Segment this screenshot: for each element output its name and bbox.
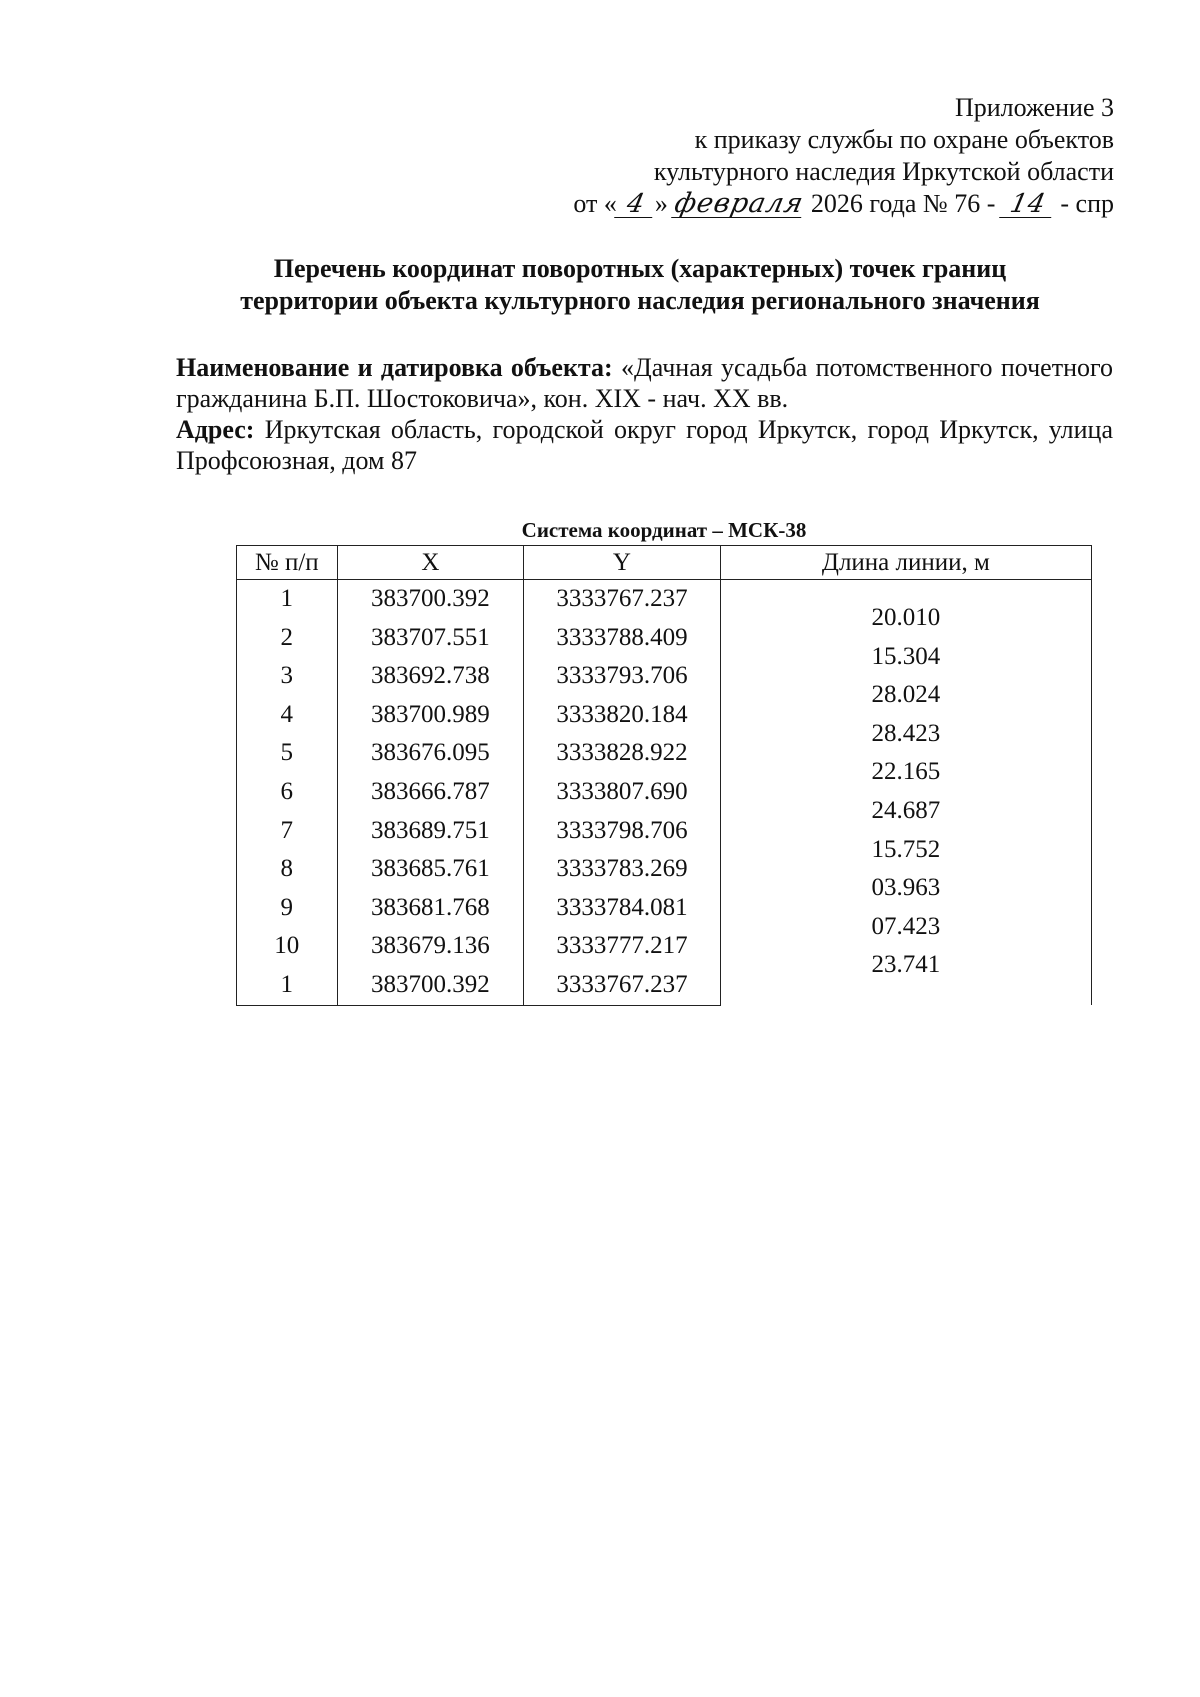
appendix-order-ref: к приказу службы по охране объектов: [694, 125, 1114, 154]
object-name-label: Наименование и датировка объекта:: [176, 353, 613, 382]
cell-y: 3333784.081: [524, 889, 721, 928]
cell-y: 3333807.690: [524, 773, 721, 812]
cell-x: 383679.136: [337, 927, 524, 966]
line-length-value: 23.741: [871, 951, 941, 979]
cell-y: 3333788.409: [524, 619, 721, 658]
cell-y: 3333783.269: [524, 850, 721, 889]
title-line-2: территории объекта культурного наследия регионального значения: [240, 286, 1040, 315]
date-year-order: 2026 года № 76 -: [810, 189, 996, 218]
line-lengths-list: [721, 599, 1091, 985]
cell-n: 2: [237, 619, 338, 658]
coordinates-table: [236, 545, 1092, 1006]
line-lengths-cell: [720, 580, 1091, 1006]
appendix-number: Приложение 3: [954, 93, 1114, 122]
cell-y: 3333793.706: [524, 657, 721, 696]
cell-x: 383700.392: [337, 966, 524, 1005]
date-prefix: от «: [573, 189, 617, 218]
line-length-value: 22.165: [871, 758, 941, 786]
cell-y: 3333767.237: [524, 966, 721, 1005]
cell-n: 10: [237, 927, 338, 966]
line-length-value: 07.423: [871, 912, 941, 940]
handwritten-order-number: 14: [999, 191, 1057, 218]
cell-n: 3: [237, 657, 338, 696]
handwritten-day: 4: [614, 191, 658, 218]
cell-x: 383692.738: [337, 657, 524, 696]
line-length-value: 24.687: [871, 796, 941, 824]
cell-n: 1: [237, 580, 338, 619]
handwritten-month: февраля: [672, 188, 808, 219]
line-length-value: 15.752: [871, 835, 941, 863]
cell-y: 3333828.922: [524, 734, 721, 773]
address-label: Адрес:: [176, 415, 255, 444]
cell-y: 3333798.706: [524, 812, 721, 851]
header-number: № п/п: [237, 546, 338, 580]
cell-n: 6: [237, 773, 338, 812]
object-name-paragraph: [176, 352, 1113, 414]
line-length-value: 15.304: [871, 642, 941, 670]
cell-n: 4: [237, 696, 338, 735]
cell-x: 383700.989: [337, 696, 524, 735]
line-length-value: 03.963: [871, 874, 941, 902]
order-tail: - спр: [1060, 189, 1114, 218]
header-length: Длина линии, м: [720, 546, 1091, 580]
cell-x: 383676.095: [337, 734, 524, 773]
title-line-1: Перечень координат поворотных (характерных) точек границ: [273, 254, 1007, 283]
address-value: Иркутская область, городской округ город Иркутск, город Иркутск, улица Профсоюзная, дом 87: [176, 415, 1114, 475]
appendix-header: [573, 92, 1114, 220]
cell-n: 8: [237, 850, 338, 889]
coordinate-system-caption: Система координат – МСК-38: [521, 518, 807, 542]
cell-n: 1: [237, 966, 338, 1005]
cell-x: 383681.768: [337, 889, 524, 928]
table-row: [237, 580, 1092, 619]
document-title: [170, 253, 1110, 317]
object-address-paragraph: [176, 414, 1113, 476]
cell-x: 383666.787: [337, 773, 524, 812]
cell-n: 5: [237, 734, 338, 773]
appendix-authority: культурного наследия Иркутской области: [653, 157, 1114, 186]
cell-x: 383685.761: [337, 850, 524, 889]
table-header-row: [237, 546, 1092, 580]
cell-n: 7: [237, 812, 338, 851]
line-length-value: 28.423: [871, 719, 941, 747]
date-quote-close: »: [654, 189, 668, 218]
cell-x: 383700.392: [337, 580, 524, 619]
table-body: [237, 580, 1092, 1006]
cell-x: 383707.551: [337, 619, 524, 658]
cell-n: 9: [237, 889, 338, 928]
cell-y: 3333820.184: [524, 696, 721, 735]
header-y: Y: [524, 546, 721, 580]
line-length-value: 28.024: [871, 681, 941, 709]
cell-x: 383689.751: [337, 812, 524, 851]
object-name-value: «Дачная усадьба потомственного почетного гражданина Б.П. Шостоковича», кон. XIX - нач. XX вв.: [176, 353, 1114, 413]
appendix-date-line: [573, 188, 1114, 220]
line-length-value: 20.010: [871, 604, 941, 631]
object-info: [176, 352, 1113, 476]
cell-y: 3333777.217: [524, 927, 721, 966]
cell-y: 3333767.237: [524, 580, 721, 619]
header-x: X: [337, 546, 524, 580]
